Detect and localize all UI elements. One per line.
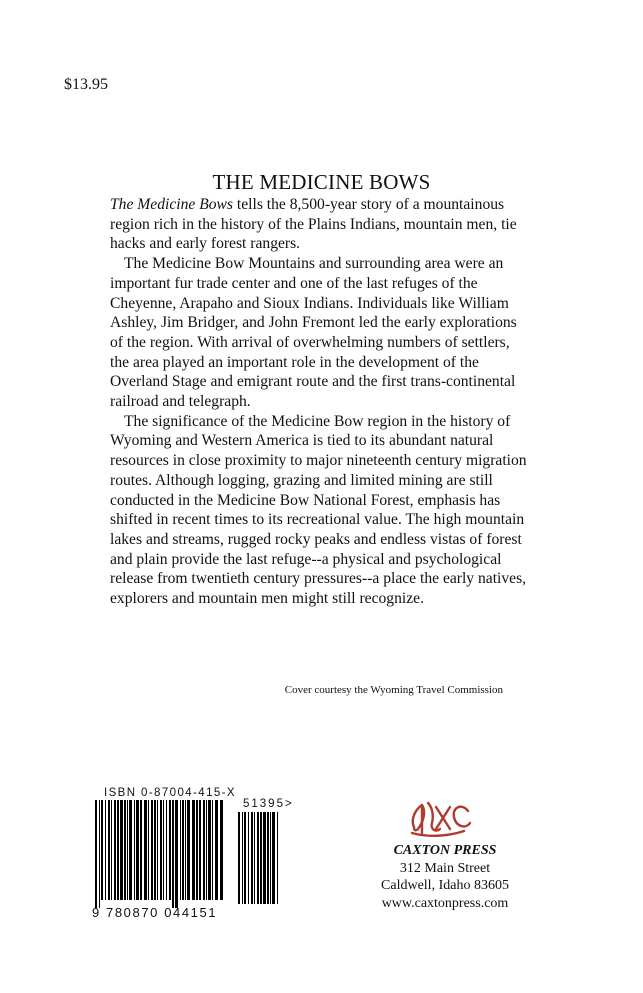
barcode-bar	[199, 800, 201, 900]
barcode-bar	[260, 812, 262, 904]
barcode-bar	[212, 800, 213, 900]
barcode-bar	[203, 800, 205, 900]
barcode-bar	[166, 800, 167, 900]
barcode-bar	[134, 800, 135, 900]
publisher-city: Caldwell, Idaho 83605	[381, 878, 509, 893]
price-label: $13.95	[64, 76, 108, 93]
barcode-bar	[172, 800, 174, 908]
barcode-bar	[263, 812, 266, 904]
barcode-bar	[117, 800, 119, 900]
barcode-bar	[114, 800, 116, 900]
barcode-main	[95, 800, 230, 908]
barcode-bar	[127, 800, 128, 900]
barcode-bar	[272, 812, 275, 904]
barcode-bar	[242, 812, 243, 904]
barcode-bar	[175, 800, 178, 908]
ean-lead-digit: 9	[92, 905, 101, 920]
barcode-bar	[136, 800, 139, 900]
barcode-bar	[160, 800, 162, 900]
barcode-bar	[182, 800, 184, 900]
barcode-bar	[220, 800, 223, 900]
barcode-bar	[208, 800, 211, 900]
barcode-bar	[251, 812, 253, 904]
barcode-bar	[105, 800, 106, 900]
barcode-bar	[248, 812, 249, 904]
publisher-block	[345, 842, 545, 912]
barcode-bar	[140, 800, 142, 900]
blurb-book-title: The Medicine Bows	[110, 196, 233, 213]
barcode-bar	[238, 812, 240, 904]
barcode-bar	[120, 800, 123, 900]
blurb-paragraph-1	[110, 195, 530, 254]
barcode-bar	[154, 800, 156, 900]
barcode-addon	[238, 812, 280, 904]
barcode-bar	[270, 812, 271, 904]
barcode-bar	[151, 800, 153, 900]
barcode-bar	[192, 800, 195, 900]
publisher-website: www.caxtonpress.com	[381, 895, 509, 911]
barcode-bar	[185, 800, 186, 900]
barcode-bar	[215, 800, 218, 900]
barcode-bar	[254, 812, 255, 904]
barcode-bar	[111, 800, 112, 900]
blurb	[110, 195, 530, 609]
barcode-bar	[206, 800, 207, 900]
addon-number: 51395>	[243, 798, 294, 810]
barcode-bar	[108, 800, 110, 900]
barcode-bar	[129, 800, 132, 900]
barcode-bar	[148, 800, 149, 900]
barcode-bar	[157, 800, 158, 900]
barcode-bar	[169, 800, 171, 900]
barcode-bar	[163, 800, 164, 900]
barcode-bar	[180, 800, 181, 900]
publisher-street: 312 Main Street	[399, 860, 491, 876]
barcode-bar	[144, 800, 147, 900]
publisher-name: CAXTON PRESS	[393, 843, 497, 858]
barcode-bar	[187, 800, 190, 900]
book-title: THE MEDICINE BOWS	[212, 170, 431, 194]
barcode-bar	[267, 812, 269, 904]
barcode-bar	[244, 812, 246, 904]
cover-credit: Cover courtesy the Wyoming Travel Commission	[284, 684, 503, 696]
barcode-bar	[124, 800, 126, 900]
barcode-bar	[95, 800, 97, 908]
blurb-p1-text: tells the 8,500-year story of a mountainous region rich in the history of the Plains Indians, mountain men, tie hacks and early forest rangers.	[110, 196, 517, 253]
ean-digits: 780870 044151	[106, 905, 218, 920]
caxton-logo-icon	[406, 797, 476, 839]
barcode-bar	[196, 800, 198, 900]
blurb-paragraph-3: The significance of the Medicine Bow region in the history of Wyoming and Western America is tied to its abundant natural resources in close proximity to major nineteenth century migration routes. Although logging, grazing and limited mining are still conducted in the Medicine Bow National Forest, emphasis has shifted in recent times to its recreational value. The high mountain lakes and streams, rugged rocky peaks and endless vistas of forest and plain provide the last refuge--a physical and psychological release from twentieth century pressures--a place the early natives, explorers and mountain men might still recognize.	[110, 412, 527, 608]
blurb-paragraph-2: The Medicine Bow Mountains and surrounding area were an important fur trade center and one of the last refuges of the Cheyenne, Arapaho and Sioux Indians. Individuals like William Ashley, Jim Bridger, and John Fremont led the early explorations of the region. With arrival of overwhelming numbers of settlers, the area played an important role in the development of the Overland Stage and emigrant route and the first trans-continental railroad and telegraph.	[110, 255, 517, 411]
barcode-bar	[99, 800, 100, 908]
barcode-bar	[257, 812, 259, 904]
isbn-text: ISBN 0-87004-415-X	[104, 787, 236, 799]
barcode-bar	[277, 812, 278, 904]
barcode-bar	[101, 800, 103, 900]
